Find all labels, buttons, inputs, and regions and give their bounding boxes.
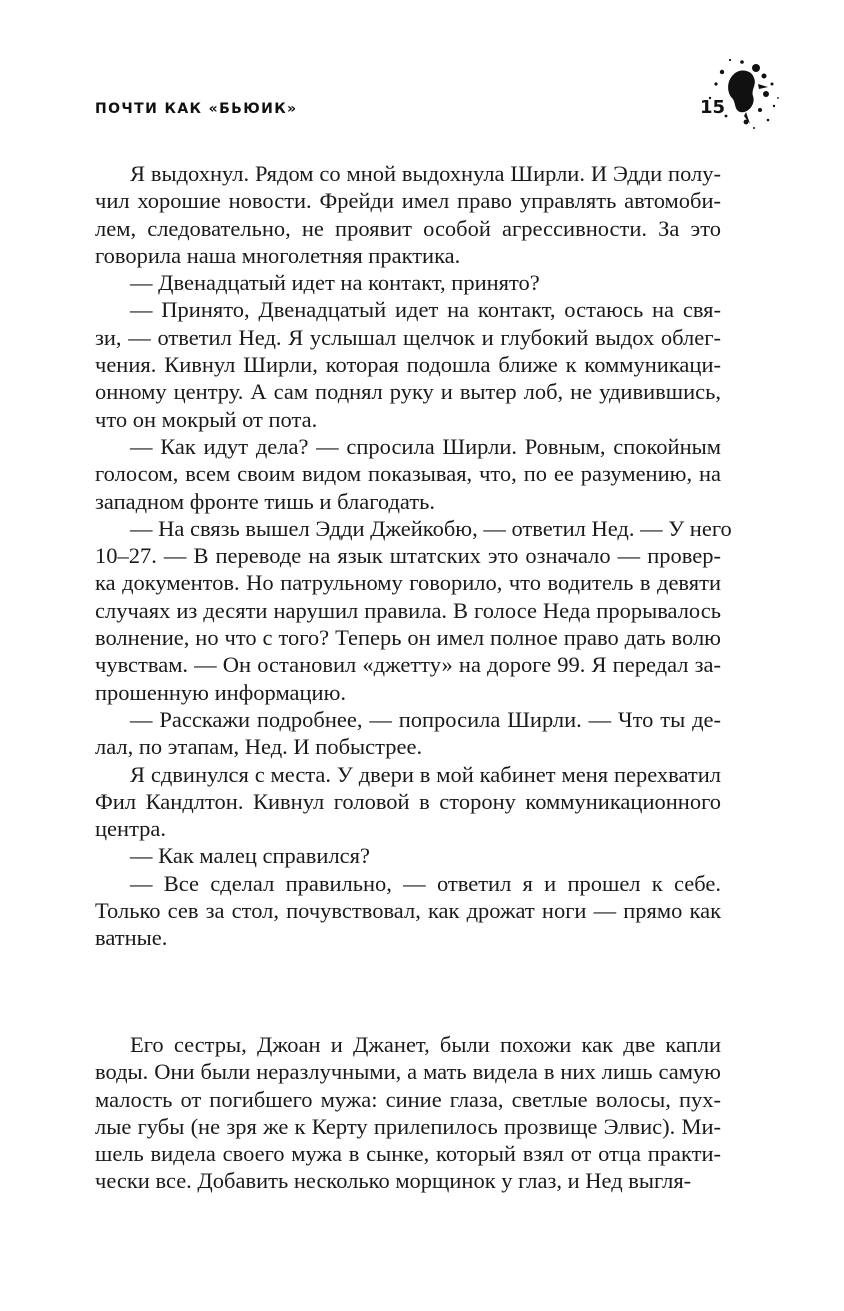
text-line: — Расскажи подробнее, — попросила Ширли. — Что ты де- bbox=[130, 706, 721, 732]
running-head: ПОЧТИ КАК «БЬЮИК» bbox=[95, 101, 298, 117]
text-line: — Как идут дела? — спросила Ширли. Ровным, спокойным bbox=[130, 433, 721, 459]
text-line: что он мокрый от пота. bbox=[95, 406, 318, 432]
text-line: чил хорошие новости. Фрейди имел право управлять автомоби- bbox=[95, 188, 721, 214]
body-text-section-one bbox=[95, 160, 732, 952]
text-line: шель видела своего мужа в сынке, который взял от отца практи- bbox=[95, 1141, 721, 1167]
text-line: воды. Они были неразлучными, а мать видела в них лишь самую bbox=[95, 1059, 721, 1085]
text-line: Фил Кандлтон. Кивнул головой в сторону коммуникационного bbox=[95, 788, 721, 814]
paragraph bbox=[95, 160, 721, 269]
text-line: лые губы (не зря же к Керту прилепилось прозвище Элвис). Ми- bbox=[95, 1113, 721, 1139]
text-line: чувствам. — Он остановил «джетту» на дороге 99. Я передал за- bbox=[95, 652, 721, 678]
paragraph bbox=[95, 706, 721, 761]
text-line: 10–27. — В переводе на язык штатских это означало — провер- bbox=[95, 543, 721, 569]
text-line: ка документов. Но патрульному говорило, что водитель в девяти bbox=[95, 570, 721, 596]
text-line: центра. bbox=[95, 816, 167, 842]
paragraph bbox=[95, 296, 721, 432]
text-line: зи, — ответил Нед. Я услышал щелчок и глубокий выдох облег- bbox=[95, 324, 721, 350]
text-line: Его сестры, Джоан и Джанет, были похожи как две капли bbox=[130, 1032, 721, 1057]
text-line: случаях из десяти нарушил правила. В голосе Неда прорывалось bbox=[95, 597, 721, 623]
paragraph bbox=[95, 515, 732, 706]
paragraph bbox=[95, 842, 721, 869]
text-line: голосом, всем своим видом показывая, что, по ее разумению, на bbox=[95, 461, 721, 487]
paragraph bbox=[95, 870, 721, 952]
text-line: чески все. Добавить несколько морщинок у глаз, и Нед выгля- bbox=[95, 1168, 692, 1194]
paragraph bbox=[95, 433, 721, 515]
text-line: лал, по этапам, Нед. И побыстрее. bbox=[95, 734, 423, 760]
text-line: чения. Кивнул Ширли, которая подошла ближе к коммуникаци- bbox=[95, 352, 721, 378]
text-line: волнение, но что с того? Теперь он имел полное право дать волю bbox=[95, 625, 721, 651]
paragraph bbox=[95, 761, 721, 843]
ink-splatter-decoration bbox=[696, 54, 782, 132]
paragraph bbox=[95, 269, 721, 296]
text-line: западном фронте тишь и благодать. bbox=[95, 488, 436, 514]
text-line: лем, следовательно, не проявит особой агрессивности. За это bbox=[95, 215, 721, 241]
text-line: — Двенадцатый идет на контакт, принято? bbox=[130, 270, 540, 296]
text-line: — На связь вышел Эдди Джейкобю, — ответил Нед. — У него bbox=[130, 515, 732, 541]
text-line: онному центру. А сам поднял руку и вытер лоб, не удивившись, bbox=[95, 379, 721, 405]
text-line: — Как малец справился? bbox=[130, 843, 371, 869]
page-number: 15 bbox=[700, 97, 726, 118]
text-line: — Принято, Двенадцатый идет на контакт, остаюсь на свя- bbox=[130, 297, 721, 323]
text-line: Только сев за стол, почувствовал, как дрожат ноги — прямо как bbox=[95, 898, 721, 924]
text-line: малость от погибшего мужа: синие глаза, светлые волосы, пух- bbox=[95, 1086, 721, 1112]
text-line: Я сдвинулся с места. У двери в мой кабинет меня перехватил bbox=[130, 761, 721, 787]
text-line: говорила наша многолетняя практика. bbox=[95, 242, 461, 268]
text-line: прошенную информацию. bbox=[95, 679, 347, 705]
text-line: ватные. bbox=[95, 925, 168, 951]
text-line: Я выдохнул. Рядом со мной выдохнула Ширли. И Эдди полу- bbox=[130, 161, 721, 186]
text-line: — Все сделал правильно, — ответил я и прошел к себе. bbox=[130, 870, 721, 896]
paragraph bbox=[95, 1031, 721, 1195]
body-text-section-two bbox=[95, 1031, 721, 1195]
